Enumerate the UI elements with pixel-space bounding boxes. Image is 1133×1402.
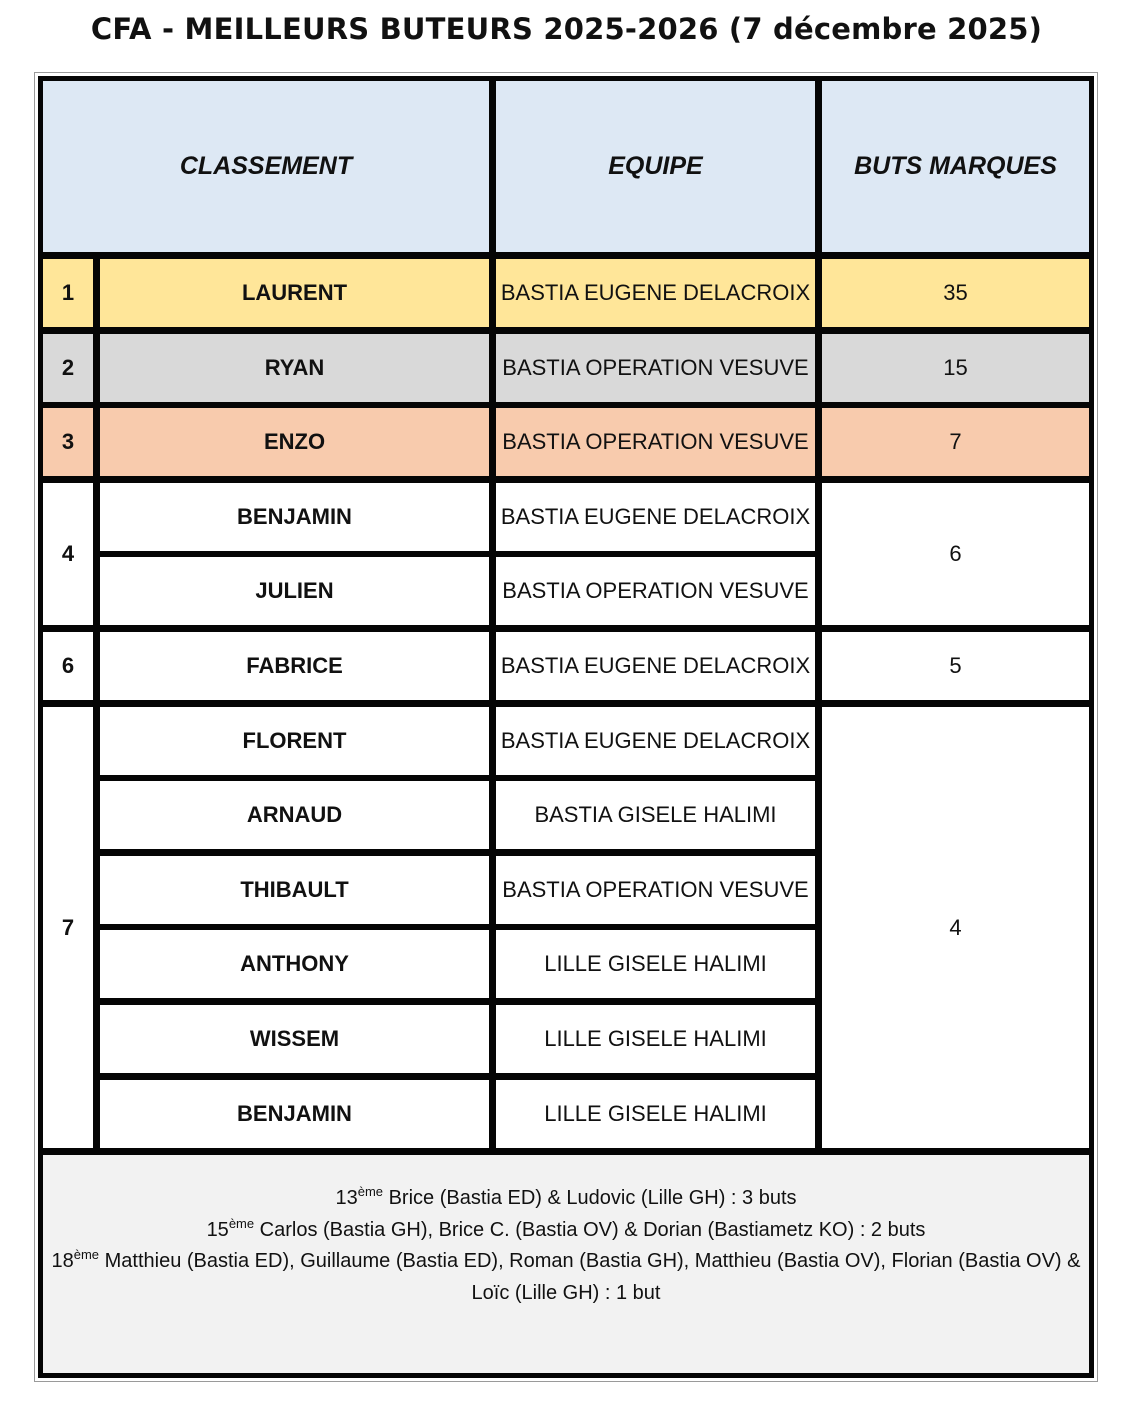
player-name: LAURENT [95,254,494,332]
player-name: BENJAMIN [95,1075,494,1153]
rank-cell: 7 [38,702,98,1153]
team-name: BASTIA OPERATION VESUVE [491,851,820,929]
goals-cell: 4 [817,702,1094,1153]
team-name: BASTIA GISELE HALIMI [491,776,820,854]
team-name: LILLE GISELE HALIMI [491,925,820,1003]
team-name: BASTIA OPERATION VESUVE [491,329,820,407]
other-scorers-line [52,1246,1081,1278]
team-name: BASTIA EUGENE DELACROIX [491,254,820,332]
rank-cell: 1 [38,254,98,332]
player-name: RYAN [95,329,494,407]
team-name: LILLE GISELE HALIMI [491,1075,820,1153]
player-name: ANTHONY [95,925,494,1003]
player-name: WISSEM [95,1000,494,1078]
player-name: THIBAULT [95,851,494,929]
rank-number: 15 [206,1218,229,1241]
rank-number: 13 [335,1187,358,1209]
player-name: ARNAUD [95,776,494,854]
team-name: BASTIA OPERATION VESUVE [491,403,820,481]
team-name: BASTIA EUGENE DELACROIX [491,702,820,780]
team-name: LILLE GISELE HALIMI [491,1000,820,1078]
page-title: CFA - MEILLEURS BUTEURS 2025-2026 (7 décembre 2025) [90,12,1043,46]
rank-cell: 3 [38,403,98,481]
goals-cell: 15 [817,329,1094,407]
player-name: FABRICE [95,627,494,705]
goals-cell: 7 [817,403,1094,481]
goals-cell: 6 [817,478,1094,630]
goals-cell: 5 [817,627,1094,705]
other-scorers-line [207,1215,926,1247]
rank-suffix: ème [357,1184,384,1199]
rank-cell: 6 [38,627,98,705]
rank-cell: 2 [38,329,98,407]
header-buts: BUTS MARQUES [817,76,1094,257]
player-name: JULIEN [95,552,494,630]
rank-suffix: ème [73,1247,100,1262]
rank-suffix: ème [228,1215,255,1231]
player-name: FLORENT [95,702,494,780]
rank-cell: 4 [38,478,98,630]
other-scorers-box [38,1150,1094,1378]
scorers-text: Brice (Bastia ED) & Ludovic (Lille GH) : 3 buts [383,1187,797,1209]
scorers-text: Carlos (Bastia GH), Brice C. (Bastia OV) & Dorian (Bastiametz KO) : 2 buts [254,1218,926,1241]
other-scorers-line [335,1183,796,1215]
goals-cell: 35 [817,254,1094,332]
other-scorers-line: Loïc (Lille GH) : 1 but [471,1281,661,1304]
player-name: BENJAMIN [95,478,494,556]
team-name: BASTIA OPERATION VESUVE [491,552,820,630]
scorers-text: Matthieu (Bastia ED), Guillaume (Bastia ED), Roman (Bastia GH), Matthieu (Bastia OV), Florian (Bastia OV) & [99,1250,1081,1272]
player-name: ENZO [95,403,494,481]
rank-number: 18 [51,1250,74,1272]
team-name: BASTIA EUGENE DELACROIX [491,627,820,705]
header-classement: CLASSEMENT [38,76,494,257]
header-equipe: EQUIPE [491,76,820,257]
team-name: BASTIA EUGENE DELACROIX [491,478,820,556]
